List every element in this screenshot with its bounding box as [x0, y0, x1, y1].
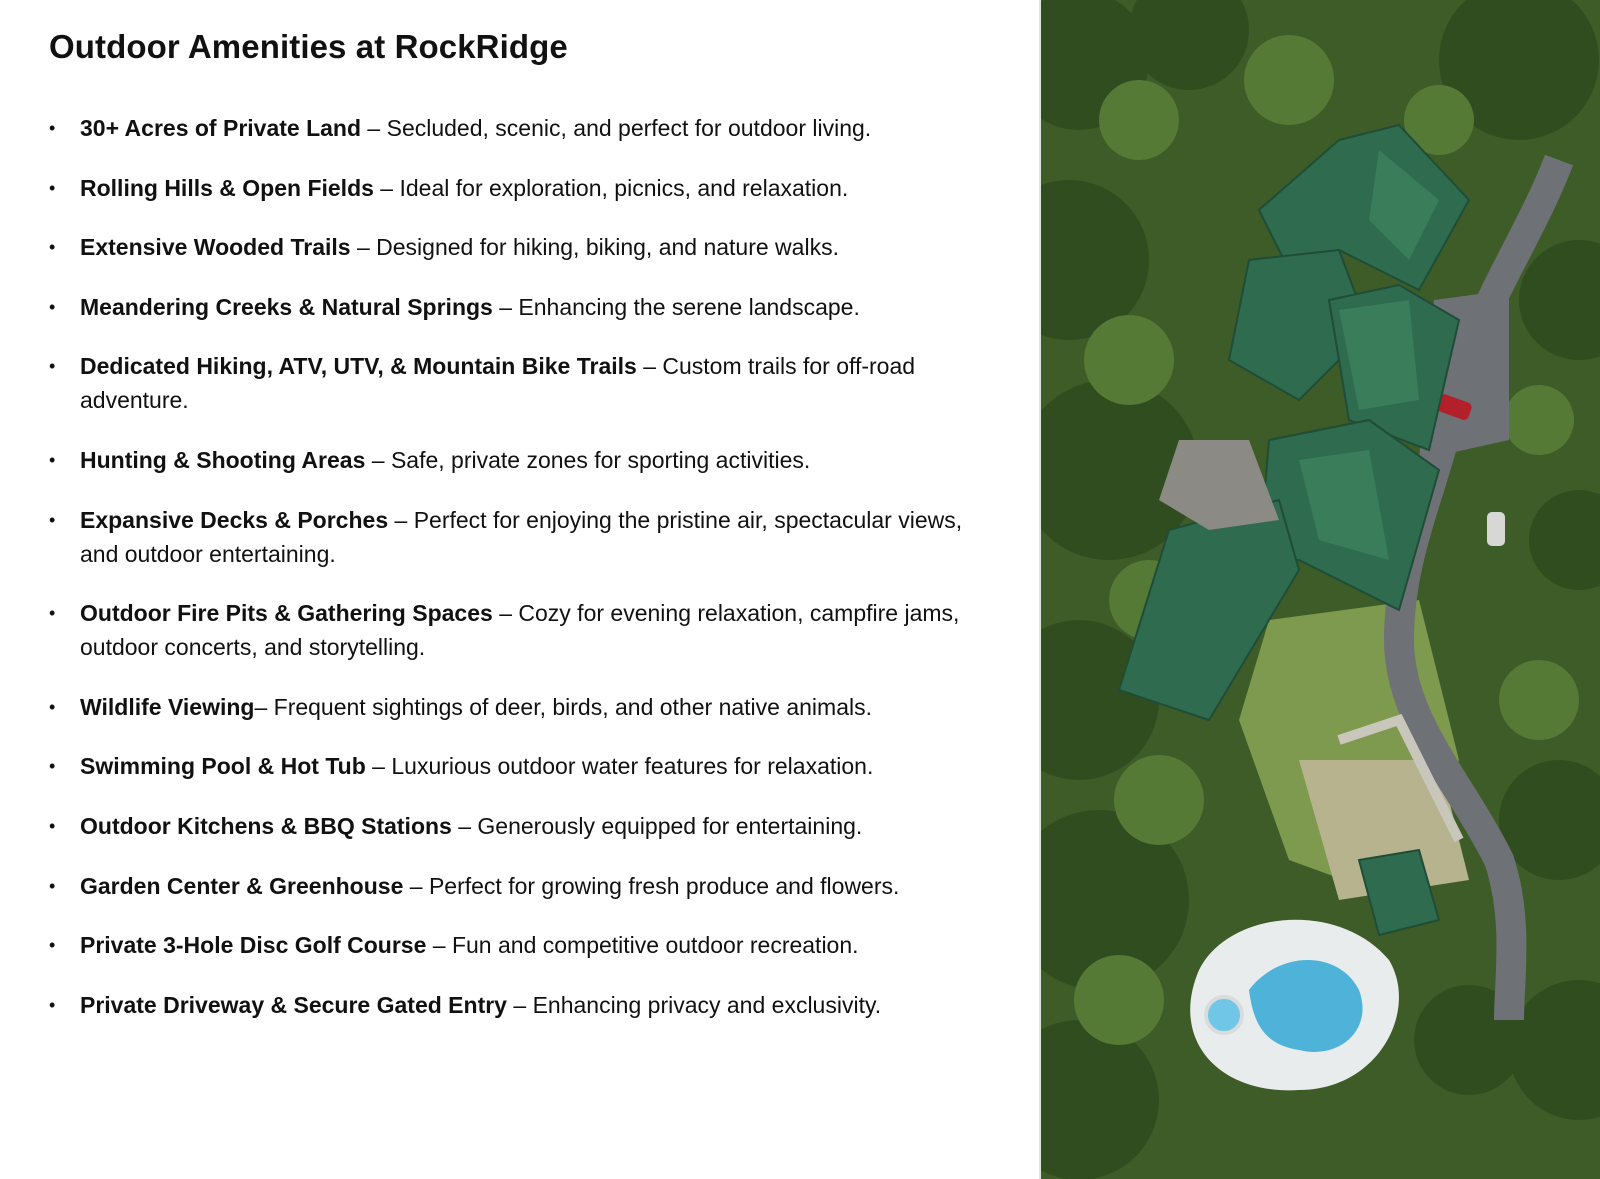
bullet-icon: • — [49, 815, 56, 836]
amenity-separator: – — [388, 506, 414, 533]
amenity-name: Outdoor Fire Pits & Gathering Spaces — [80, 600, 493, 627]
amenity-separator: – — [492, 600, 519, 627]
bullet-icon: • — [49, 356, 56, 377]
amenity-description: Perfect for growing fresh produce and flowers. — [428, 872, 900, 899]
bullet-icon: • — [49, 756, 56, 777]
bullet-icon: • — [49, 875, 56, 896]
amenity-name: Private 3-Hole Disc Golf Course — [80, 932, 427, 959]
white-truck — [1487, 512, 1505, 546]
amenity-name: Garden Center & Greenhouse — [80, 872, 404, 899]
amenity-separator: – — [365, 446, 391, 473]
amenity-item — [49, 869, 979, 903]
amenity-item — [49, 596, 979, 664]
amenity-description: Frequent sightings of deer, birds, and other native animals. — [273, 693, 872, 720]
amenity-name: Extensive Wooded Trails — [80, 234, 351, 261]
amenity-name: Swimming Pool & Hot Tub — [80, 753, 366, 780]
hot-tub — [1206, 997, 1242, 1033]
amenity-separator: – — [350, 234, 377, 261]
amenity-item — [49, 111, 979, 145]
amenity-separator: – — [254, 693, 274, 720]
aerial-photo — [1039, 0, 1600, 1179]
amenity-name: Rolling Hills & Open Fields — [80, 174, 374, 201]
bullet-icon: • — [49, 509, 56, 530]
amenity-description: Custom trails for off-road adventure. — [80, 353, 916, 414]
amenity-description: Generously equipped for entertaining. — [477, 812, 863, 839]
amenity-description: Ideal for exploration, picnics, and relaxation. — [399, 174, 849, 201]
amenity-separator: – — [373, 174, 400, 201]
amenity-name: Hunting & Shooting Areas — [80, 446, 366, 473]
bullet-icon: • — [49, 935, 56, 956]
amenity-item — [49, 690, 979, 724]
bullet-icon: • — [49, 177, 56, 198]
amenity-list — [49, 111, 979, 1047]
amenity-item — [49, 349, 979, 417]
amenity-name: Wildlife Viewing — [80, 693, 255, 720]
bullet-icon: • — [49, 296, 56, 317]
amenity-separator: – — [403, 872, 429, 899]
amenity-separator: – — [506, 991, 533, 1018]
amenity-separator: – — [451, 812, 478, 839]
amenity-separator: – — [365, 753, 392, 780]
amenity-name: Outdoor Kitchens & BBQ Stations — [80, 812, 452, 839]
amenity-item — [49, 928, 979, 962]
amenity-description: Luxurious outdoor water features for relaxation. — [391, 753, 874, 780]
amenity-description: Enhancing privacy and exclusivity. — [532, 991, 882, 1018]
amenity-separator: – — [636, 353, 663, 380]
amenity-description: Safe, private zones for sporting activities. — [390, 446, 811, 473]
amenity-separator: – — [361, 115, 387, 141]
amenity-item — [49, 988, 979, 1022]
amenity-separator: – — [492, 293, 519, 320]
amenity-item — [49, 171, 979, 205]
amenity-description: Enhancing the serene landscape. — [518, 293, 860, 320]
amenity-item — [49, 503, 979, 571]
bullet-icon: • — [49, 696, 56, 717]
amenity-item — [49, 230, 979, 264]
bullet-icon: • — [49, 237, 56, 258]
amenity-item — [49, 749, 979, 783]
amenity-description: Designed for hiking, biking, and nature walks. — [376, 234, 839, 261]
amenity-item — [49, 290, 979, 324]
amenity-description: Perfect for enjoying the pristine air, spectacular views, and outdoor entertaining. — [80, 506, 963, 567]
bullet-icon: • — [49, 994, 56, 1015]
slide-title: Outdoor Amenities at RockRidge — [49, 28, 568, 65]
photo-edge — [1039, 0, 1041, 1179]
amenity-description: Cozy for evening relaxation, campfire jams, outdoor concerts, and storytelling. — [80, 600, 960, 661]
bullet-icon: • — [49, 449, 56, 470]
amenity-item — [49, 809, 979, 843]
amenity-name: Dedicated Hiking, ATV, UTV, & Mountain Bike Trails — [80, 353, 637, 380]
amenity-description: Secluded, scenic, and perfect for outdoor living. — [386, 115, 872, 141]
amenity-name: 30+ Acres of Private Land — [80, 115, 362, 141]
amenity-name: Private Driveway & Secure Gated Entry — [80, 991, 507, 1018]
aerial-photo-illustration — [1039, 0, 1600, 1179]
amenity-name: Expansive Decks & Porches — [80, 506, 389, 533]
bullet-icon: • — [49, 603, 56, 624]
bullet-icon: • — [49, 118, 56, 138]
amenity-item — [49, 443, 979, 477]
amenity-description: Fun and competitive outdoor recreation. — [451, 932, 859, 959]
amenity-name: Meandering Creeks & Natural Springs — [80, 293, 493, 320]
amenity-separator: – — [426, 932, 452, 959]
